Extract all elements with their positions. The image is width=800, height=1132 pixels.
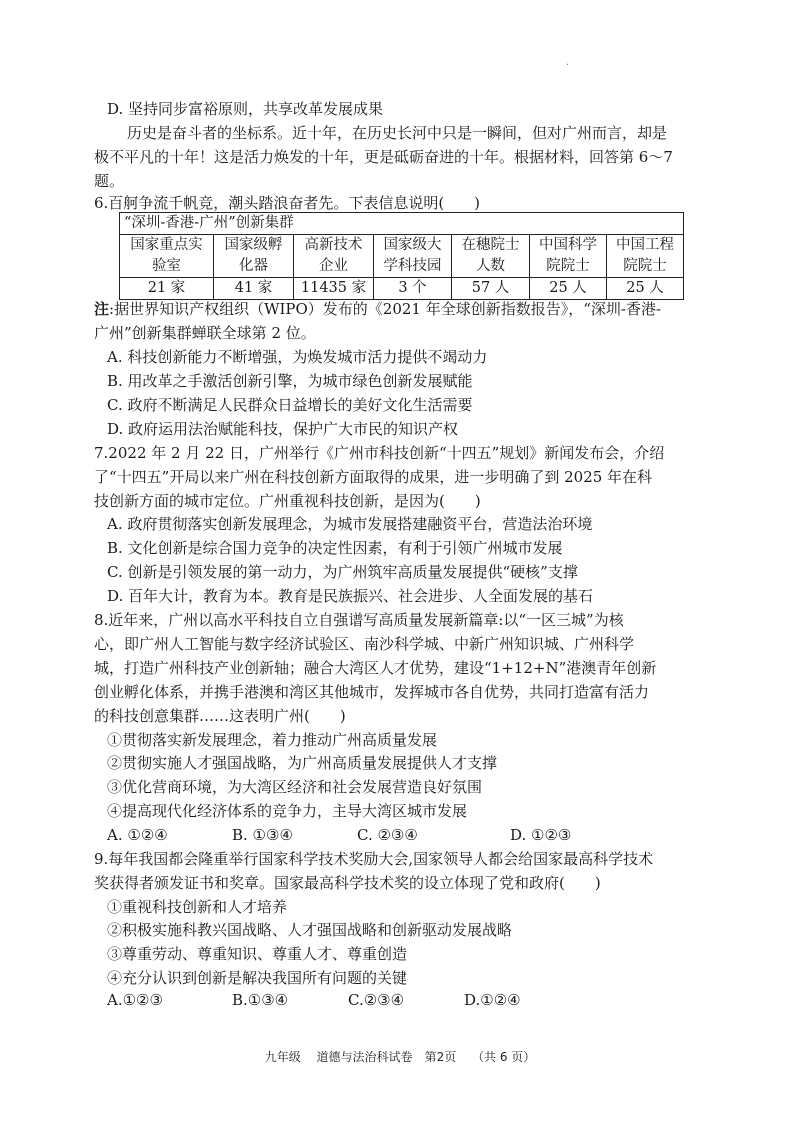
table-header-row: [120, 235, 684, 278]
table-value-row: [120, 278, 684, 300]
q7-option-a: A. 政府贯彻落实创新发展理念，为城市发展搭建融资平台，营造法治环境: [107, 515, 593, 533]
table-title-row: [120, 213, 684, 235]
table-cell: 11435 家: [294, 278, 374, 300]
q7-stem-line-3: 技创新方面的城市定位。广州重视科技创新，是因为( ): [94, 492, 481, 510]
q9-stem-line-1: 9.每年我国都会隆重举行国家科学技术奖励大会,国家领导人都会给国家最高科学技术: [94, 850, 654, 868]
table-cell: 25 人: [530, 278, 607, 300]
table-title: “深圳-香港-广州”创新集群: [120, 213, 684, 235]
table-cell: 3 个: [374, 278, 452, 300]
intro-line-3: 题。: [94, 172, 125, 190]
q8-stem-line-2: 心，即广州人工智能与数字经济试验区、南沙科学城、中新广州知识城、广州科学: [94, 635, 635, 653]
q6-option-d: D. 政府运用法治赋能科技，保护广大市民的知识产权: [107, 420, 459, 438]
note-text: :据世界知识产权组织（WIPO）发布的《2021 年全球创新指数报告》，“深圳-香港-: [109, 300, 662, 318]
q8-option-d: D. ①②③: [510, 826, 572, 844]
q6-stem: 6.百舸争流千帆竞，潮头踏浪奋者先。下表信息说明( ): [94, 194, 481, 212]
table-cell: 57 人: [452, 278, 530, 300]
q9-option-b: B.①③④: [232, 991, 289, 1009]
footer-grade: 九年级: [264, 1050, 301, 1064]
page-footer: [0, 1048, 800, 1065]
table-header-cell: 国家级孵 化器: [214, 235, 294, 278]
q8-statement-4: ④提高现代化经济体系的竞争力，主导大湾区城市发展: [107, 802, 468, 820]
q8-stem-line-3: 城，打造广州科技产业创新轴；融合大湾区人才优势，建设“1+12+N”港澳青年创新: [94, 659, 657, 677]
q8-statement-1: ①贯彻落实新发展理念，着力推动广州高质量发展: [107, 731, 438, 749]
table-cell: 21 家: [120, 278, 214, 300]
q9-option-a: A.①②③: [107, 991, 163, 1009]
q7-stem-line-1: 7.2022 年 2 月 22 日，广州举行《广州市科技创新“十四五”规划》新闻发布会，介绍: [94, 444, 665, 462]
q6-option-b: B. 用改革之手激活创新引擎，为城市绿色创新发展赋能: [107, 372, 473, 390]
table-header-cell: 国家级大 学科技园: [374, 235, 452, 278]
q8-option-b: B. ①③④: [232, 826, 293, 844]
q9-option-d: D.①②④: [464, 991, 521, 1009]
q7-option-d: D. 百年大计，教育为本。教育是民族振兴、社会进步、人全面发展的基石: [107, 587, 594, 605]
q6-option-a: A. 科技创新能力不断增强，为焕发城市活力提供不竭动力: [107, 348, 488, 366]
q8-option-c: C. ②③④: [357, 826, 418, 844]
innovation-cluster-table: [119, 212, 684, 300]
table-header-cell: 中国工程 院院士: [607, 235, 684, 278]
q9-option-c: C.②③④: [348, 991, 405, 1009]
table-header-cell: 在穗院士 人数: [452, 235, 530, 278]
q9-statement-2: ②积极实施科教兴国战略、人才强国战略和创新驱动发展战略: [107, 921, 513, 939]
q8-option-a: A. ①②④: [107, 826, 168, 844]
q6-option-c: C. 政府不断满足人民群众日益增长的美好文化生活需要: [107, 396, 473, 414]
intro-line-1: 历史是奋斗者的坐标系。近十年，在历史长河中只是一瞬间，但对广州而言，却是: [127, 124, 668, 142]
table-note-line-1: [94, 298, 661, 320]
q9-statement-3: ③尊重劳动、尊重知识、尊重人才、尊重创造: [107, 945, 408, 963]
note-label: 注: [94, 300, 110, 318]
table-header-cell: 国家重点实 验室: [120, 235, 214, 278]
q7-stem-line-2: 了“十四五”开局以来广州在科技创新方面取得的成果，进一步明确了到 2025 年在科: [94, 468, 653, 486]
footer-total-pages: （共 6 页）: [472, 1050, 536, 1064]
q9-stem-line-2: 奖获得者颁发证书和奖章。国家最高科学技术奖的设立体现了党和政府( ): [94, 874, 601, 892]
footer-page-number: 第2页: [424, 1050, 457, 1064]
intro-line-2: 极不平凡的十年！这是活力焕发的十年，更是砥砺奋进的十年。根据材料，回答第 6～7: [94, 148, 673, 166]
q8-stem-line-5: 的科技创意集群……这表明广州( ): [94, 707, 346, 725]
q5-option-d: D. 坚持同步富裕原则，共享改革发展成果: [107, 100, 384, 118]
q9-statement-1: ①重视科技创新和人才培养: [107, 898, 288, 916]
q9-statement-4: ④充分认识到创新是解决我国所有问题的关键: [107, 969, 408, 987]
table-header-cell: 中国科学 院院士: [530, 235, 607, 278]
q8-statement-2: ②贯彻实施人才强国战略，为广州高质量发展提供人才支撑: [107, 754, 498, 772]
footer-subject: 道德与法治科试卷: [316, 1050, 413, 1064]
table-note-line-2: 广州”创新集群蝉联全球第 2 位。: [94, 324, 316, 342]
q7-option-c: C. 创新是引领发展的第一动力，为广州筑牢高质量发展提供“硬核”支撑: [107, 563, 578, 581]
q8-stem-line-1: 8.近年来，广州以高水平科技自立自强谱写高质量发展新篇章:以“一区三城”为核: [94, 611, 624, 629]
q8-statement-3: ③优化营商环境，为大湾区经济和社会发展营造良好氛围: [107, 778, 483, 796]
q7-option-b: B. 文化创新是综合国力竞争的决定性因素，有利于引领广州城市发展: [107, 539, 563, 557]
q8-stem-line-4: 创业孵化体系，并携手港澳和湾区其他城市，发挥城市各自优势，共同打造富有活力: [94, 683, 650, 701]
table-cell: 41 家: [214, 278, 294, 300]
table-header-cell: 高新技术 企业: [294, 235, 374, 278]
corner-mark: ·: [566, 60, 570, 71]
table-cell: 25 人: [607, 278, 684, 300]
